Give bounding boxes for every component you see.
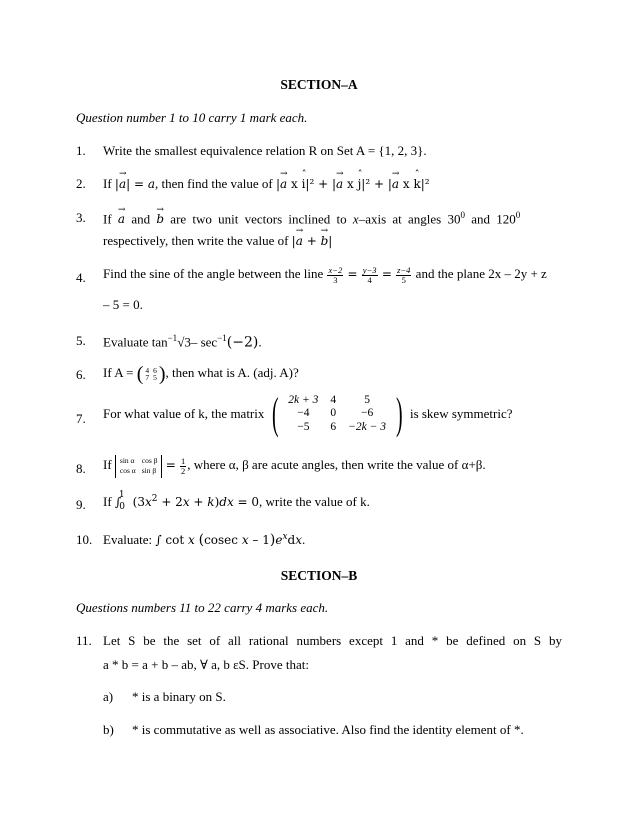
section-b-instruction: Questions numbers 11 to 22 carry 4 marks each. [76,600,329,615]
q9-number: 9. [76,497,86,512]
q8-number: 8. [76,461,86,476]
q2-text: If |→ a| = a, then find the value of |→ a x ˆ i|² + |→ a x ˆ j|² + |→ a x ˆ k|² [103,176,430,192]
q6-matrix: 4 6 7 5 [145,365,157,382]
q11-b-label: b) [103,722,114,737]
q1-text: Write the smallest equivalence relation R on Set A = {1, 2, 3}. [103,143,427,158]
q7-number: 7. [76,411,86,426]
q8-determinant: sin α cos β cos α sin β [115,455,163,478]
q7-matrix: 2k + 3 4 5 −4 0 −6 −5 6 −2k − 3 [288,394,387,433]
q10-text: Evaluate: ∫ cot x (cosec x – $1)e^xdx$. [103,532,306,548]
q11-a-label: a) [103,689,114,704]
q3-line1: If → a and → b are two unit vectors inclined to x–axis at angles $30^0$ and $120^0$ [103,210,563,227]
q5-text: Evaluate $\tan^{-1}√3-$ $\sec^{-1}(-2)$. [103,333,262,351]
q1-number: 1. [76,143,86,158]
q7-text: For what value of k, the matrix ( 2k + 3 4 5 −4 0 −6 −5 6 −2k − 3 ) is skew symmetric? [103,389,513,438]
q9-text: If $\int_0^1$ $(3x^2 + 2x + k)dx = 0$, write the value of k. [103,490,370,513]
q6-text: If A = ( 4 6 7 5 ), then what is A. (adj. A)? [103,363,299,385]
section-a-instruction: Question number 1 to 10 carry 1 mark each. [76,110,308,125]
q11-a-text: * is a binary on S. [132,689,226,704]
q3-line2: respectively, then write the value of |→ a + → b| [103,233,332,249]
q11-b-text: * is commutative as well as associative. Also find the identity element of *. [132,722,524,737]
q11-number: 11. [76,633,92,648]
q10-number: 10. [76,532,93,547]
section-a-heading: SECTION–A [280,77,358,92]
q11-line2: a * b = a + b – ab, ∀ a, b εS. Prove that: [103,657,309,672]
q2-number: 2. [76,176,86,191]
q5-number: 5. [76,333,86,348]
q4-line1: Find the sine of the angle between the line $\frac{x-2}{3}$ = $\frac{y-3}{4}$ = $\frac{z-4}{5}$ and the plane 2x – 2y + z [103,265,547,285]
q4-number: 4. [76,270,86,285]
q8-text: If sin α cos β cos α sin β = $\frac{1}{2}$ , where α, β are acute angles, then write the value of α+β. [103,456,486,476]
section-b-heading: SECTION–B [280,568,358,583]
q3-number: 3. [76,210,86,225]
q4-line2: – 5 = 0. [103,297,143,312]
q6-number: 6. [76,367,86,382]
q11-line1: Let S be the set of all rational numbers except 1 and * be defined on S by [103,633,562,648]
